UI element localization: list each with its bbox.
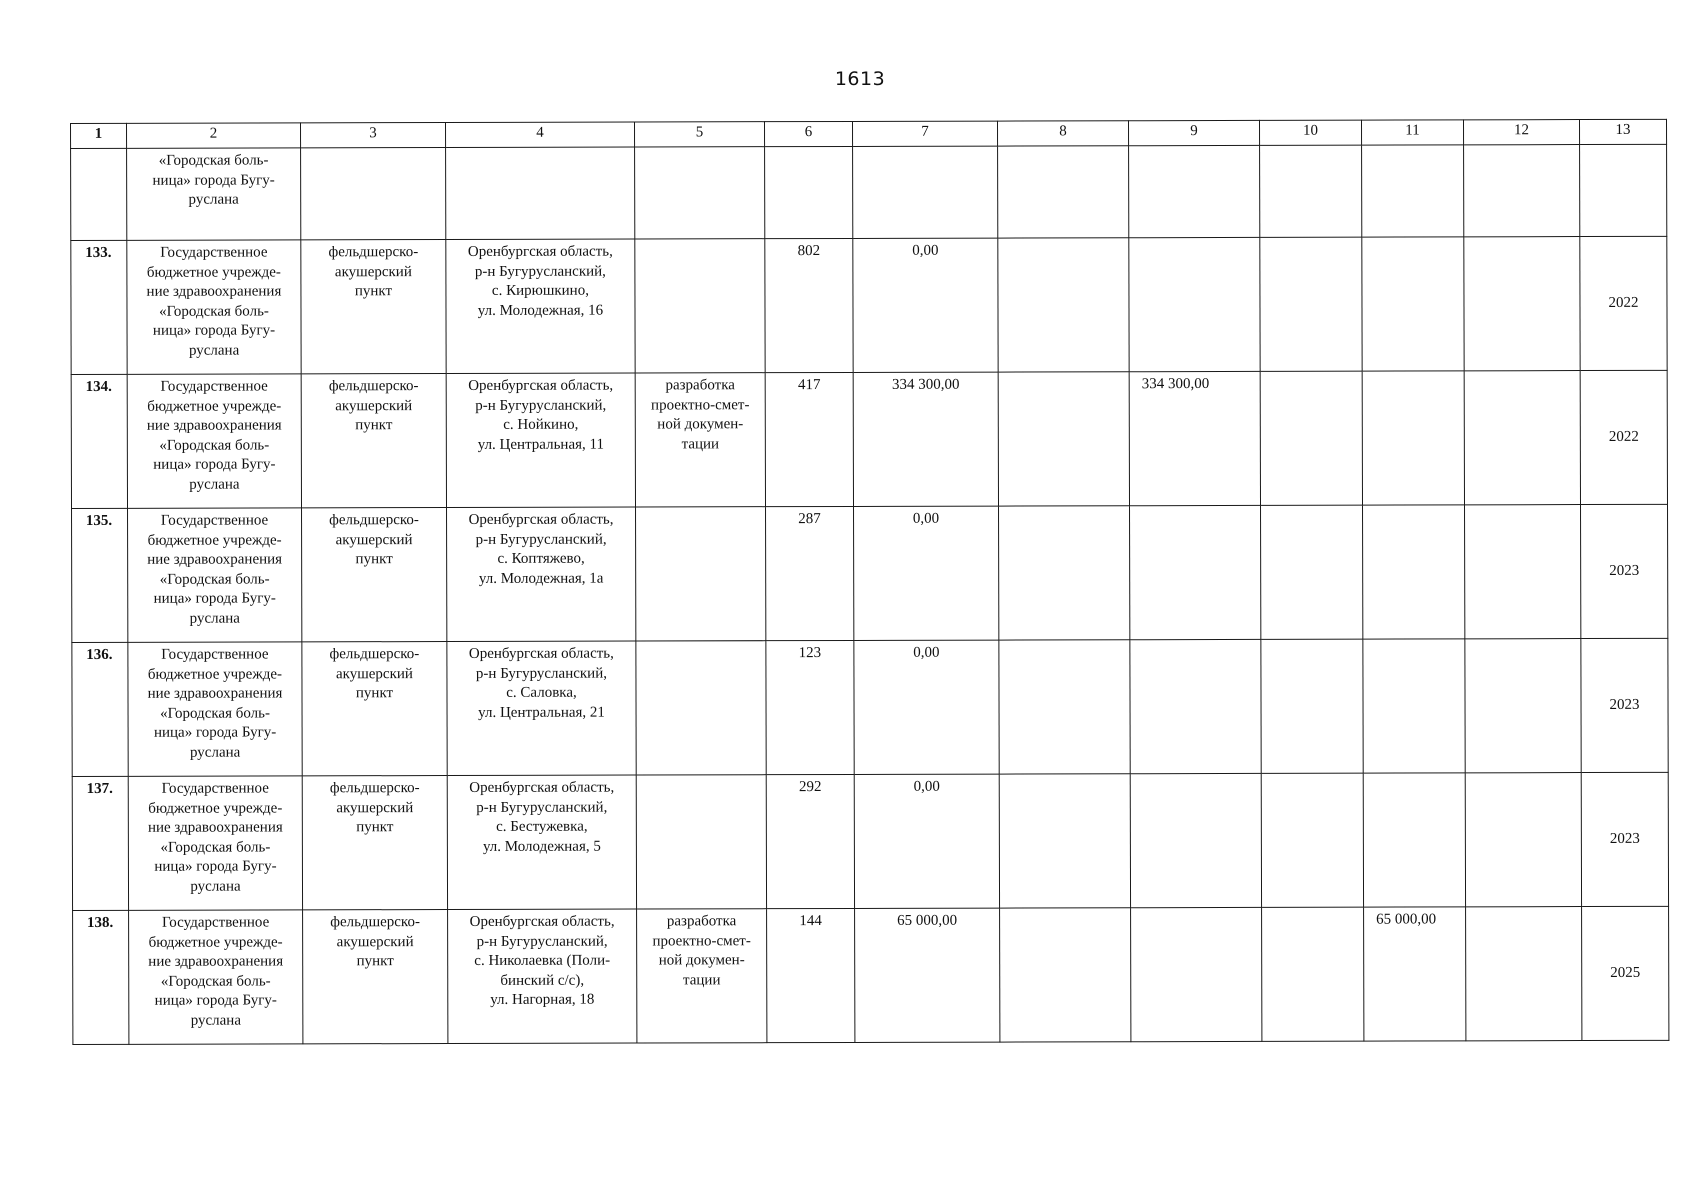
organization-line: Государственное xyxy=(161,646,269,663)
address-line: Оренбургская область, xyxy=(469,913,615,930)
year-cell: 2022 xyxy=(1580,236,1667,370)
object-line: акушерский xyxy=(336,799,414,816)
organization-line: бюджетное учрежде- xyxy=(147,397,282,415)
col11-cell xyxy=(1362,145,1464,237)
organization-line: «Городская боль- xyxy=(158,152,269,169)
col9-cell xyxy=(1131,907,1262,1041)
work-line: ной докумен- xyxy=(657,416,744,433)
col12-cell xyxy=(1465,639,1581,773)
table-row xyxy=(71,370,1667,508)
organization-line: ница» города Бугу- xyxy=(152,171,275,189)
col12-cell xyxy=(1465,773,1581,907)
organization-cell xyxy=(128,776,302,910)
object-line: акушерский xyxy=(335,665,413,682)
organization-line: руслана xyxy=(189,610,240,627)
column-header-3: 3 xyxy=(301,123,446,148)
address-cell xyxy=(446,147,635,239)
col8-cell xyxy=(999,640,1130,774)
year-cell: 2023 xyxy=(1581,504,1668,638)
continuation-row xyxy=(71,144,1667,240)
organization-line: руслана xyxy=(190,1012,242,1029)
object-line: фельдшерско- xyxy=(328,244,419,261)
col9-cell xyxy=(1129,145,1260,237)
column-header-6: 6 xyxy=(764,121,852,146)
object-line: пункт xyxy=(355,551,393,568)
address-cell xyxy=(447,507,636,641)
col7-cell: 0,00 xyxy=(854,640,999,774)
object-line: фельдшерско- xyxy=(329,646,420,663)
organization-line: «Городская боль- xyxy=(159,570,270,588)
address-line: ул. Молодежная, 5 xyxy=(482,838,601,855)
organization-line: Государственное xyxy=(161,914,270,931)
object-cell xyxy=(302,776,447,910)
table-body xyxy=(71,144,1669,1044)
organization-line: ница» города Бугу- xyxy=(153,590,276,607)
organization-line: ница» города Бугу- xyxy=(154,858,277,875)
col8-cell xyxy=(999,506,1130,640)
col6-cell: 144 xyxy=(767,908,855,1042)
col8-cell xyxy=(999,774,1130,908)
address-line: ул. Центральная, 11 xyxy=(477,436,604,453)
col9-cell xyxy=(1130,773,1261,907)
organization-line: Государственное xyxy=(160,378,268,395)
object-cell xyxy=(302,642,447,776)
col9-cell: 334 300,00 xyxy=(1129,371,1260,505)
work-line: разработка xyxy=(665,377,735,394)
organization-line: «Городская боль- xyxy=(159,436,270,454)
year-cell: 2025 xyxy=(1582,906,1669,1040)
organization-line: Государственное xyxy=(160,244,268,261)
row-number-cell: 137. xyxy=(72,776,128,910)
address-line: ул. Молодежная, 1а xyxy=(478,570,604,587)
col12-cell xyxy=(1465,505,1581,639)
col9-cell xyxy=(1129,237,1260,371)
address-line: Оренбургская область, xyxy=(467,243,613,260)
organization-line: Государственное xyxy=(160,512,269,529)
object-cell xyxy=(302,508,447,642)
object-cell xyxy=(301,148,446,240)
work-cell xyxy=(635,147,765,239)
row-number-cell: 138. xyxy=(73,910,129,1044)
col10-cell xyxy=(1261,773,1363,907)
col10-cell xyxy=(1260,371,1362,505)
work-cell xyxy=(636,775,766,909)
organization-line: ница» города Бугу- xyxy=(152,322,276,339)
address-line: р-н Бугурусланский, xyxy=(476,933,608,950)
object-cell xyxy=(301,240,446,374)
organization-line: ние здравоохранения xyxy=(147,685,283,702)
organization-line: ние здравоохранения xyxy=(147,819,283,836)
address-cell xyxy=(447,775,636,909)
col7-cell: 334 300,00 xyxy=(853,372,998,506)
work-line: ной докумен- xyxy=(658,952,745,969)
col8-cell xyxy=(998,238,1129,372)
col7-cell: 0,00 xyxy=(854,774,999,908)
col10-cell xyxy=(1262,907,1364,1041)
column-header-12: 12 xyxy=(1463,120,1579,145)
organization-line: руслана xyxy=(188,191,239,208)
object-line: акушерский xyxy=(336,933,414,950)
col7-cell xyxy=(853,146,998,238)
work-cell xyxy=(636,507,766,641)
address-line: Оренбургская область, xyxy=(469,779,615,796)
organization-line: руслана xyxy=(188,342,240,359)
organization-cell xyxy=(127,374,301,508)
address-line: р-н Бугурусланский, xyxy=(475,665,607,682)
col12-cell xyxy=(1464,371,1580,505)
column-header-11: 11 xyxy=(1361,120,1463,145)
table-row xyxy=(72,638,1668,776)
object-line: акушерский xyxy=(335,397,413,414)
col10-cell xyxy=(1260,237,1362,371)
address-line: ул. Молодежная, 16 xyxy=(477,302,604,319)
col7-cell: 0,00 xyxy=(854,506,999,640)
work-line: тации xyxy=(681,435,720,452)
col10-cell xyxy=(1261,505,1363,639)
registry-table xyxy=(70,119,1669,1045)
address-line: с. Саловка, xyxy=(506,684,577,701)
col11-cell xyxy=(1363,505,1465,639)
col7-cell: 0,00 xyxy=(853,238,998,372)
table-row xyxy=(73,906,1669,1044)
column-header-7: 7 xyxy=(852,121,997,146)
column-header-4: 4 xyxy=(446,122,635,147)
column-header-1: 1 xyxy=(71,123,127,148)
col11-cell xyxy=(1362,371,1464,505)
organization-line: ние здравоохранения xyxy=(146,283,282,300)
work-cell xyxy=(637,909,767,1043)
organization-line: бюджетное учрежде- xyxy=(146,263,281,281)
year-cell: 2022 xyxy=(1580,370,1667,504)
object-line: фельдшерско- xyxy=(328,378,419,395)
col11-cell xyxy=(1363,639,1465,773)
address-line: р-н Бугурусланский, xyxy=(475,531,607,548)
organization-line: ние здравоохранения xyxy=(146,417,282,434)
address-line: р-н Бугурусланский, xyxy=(476,799,608,816)
column-header-2: 2 xyxy=(127,123,301,148)
address-line: Оренбургская область, xyxy=(468,511,614,528)
address-line: с. Николаевка (Поли- xyxy=(474,952,611,969)
organization-cell xyxy=(129,910,303,1044)
organization-line: руслана xyxy=(190,878,241,895)
row-number-cell xyxy=(71,148,127,240)
work-cell xyxy=(635,373,765,507)
address-line: с. Коптяжево, xyxy=(497,550,585,567)
table-row xyxy=(72,772,1668,910)
organization-line: Государственное xyxy=(161,780,269,797)
row-number-cell: 136. xyxy=(72,642,128,776)
column-header-8: 8 xyxy=(997,121,1128,146)
address-line: с. Бестужевка, xyxy=(496,818,588,835)
col8-cell xyxy=(998,146,1129,238)
object-line: фельдшерско- xyxy=(329,512,419,529)
row-number-cell: 135. xyxy=(72,508,128,642)
column-header-13: 13 xyxy=(1579,119,1666,144)
work-line: проектно-смет- xyxy=(652,932,751,949)
address-cell xyxy=(448,909,637,1043)
object-line: фельдшерско- xyxy=(330,914,420,931)
organization-cell xyxy=(127,148,301,240)
organization-line: бюджетное учрежде- xyxy=(148,799,283,817)
address-line: р-н Бугурусланский, xyxy=(474,263,606,280)
col10-cell xyxy=(1260,145,1362,237)
table-row xyxy=(71,236,1667,374)
col9-cell xyxy=(1130,505,1261,639)
column-header-9: 9 xyxy=(1128,120,1259,145)
col9-cell xyxy=(1130,639,1261,773)
address-line: ул. Центральная, 21 xyxy=(478,704,605,721)
row-number-cell: 133. xyxy=(71,240,127,374)
organization-line: ница» города Бугу- xyxy=(154,992,277,1009)
col6-cell: 802 xyxy=(765,238,853,372)
organization-cell xyxy=(128,642,302,776)
address-line: с. Нойкино, xyxy=(503,416,579,433)
address-cell xyxy=(446,373,635,507)
organization-cell xyxy=(128,508,302,642)
object-cell xyxy=(303,910,448,1044)
address-line: ул. Нагорная, 18 xyxy=(490,991,595,1008)
address-line: Оренбургская область, xyxy=(468,377,614,394)
organization-line: бюджетное учрежде- xyxy=(147,531,282,549)
address-line: р-н Бугурусланский, xyxy=(475,397,607,414)
address-cell xyxy=(446,239,635,373)
col11-cell xyxy=(1363,773,1465,907)
work-line: тации xyxy=(682,971,721,988)
work-cell xyxy=(636,641,766,775)
organization-line: бюджетное учрежде- xyxy=(148,933,283,951)
work-line: проектно-смет- xyxy=(651,396,750,413)
address-cell xyxy=(447,641,636,775)
col12-cell xyxy=(1466,907,1582,1041)
organization-line: «Городская боль- xyxy=(160,972,271,990)
col11-cell xyxy=(1362,237,1464,371)
year-cell: 2023 xyxy=(1581,638,1668,772)
organization-line: бюджетное учрежде- xyxy=(147,665,282,683)
organization-line: «Городская боль- xyxy=(160,704,270,722)
col6-cell xyxy=(765,146,853,238)
col6-cell: 287 xyxy=(766,506,854,640)
row-number-cell: 134. xyxy=(71,374,127,508)
organization-line: руслана xyxy=(189,476,240,493)
organization-line: «Городская боль- xyxy=(159,302,269,320)
object-line: пункт xyxy=(356,819,394,836)
object-line: фельдшерско- xyxy=(329,780,420,797)
object-line: акушерский xyxy=(335,531,413,548)
object-cell xyxy=(301,374,446,508)
col6-cell: 417 xyxy=(765,372,853,506)
organization-line: ница» города Бугу- xyxy=(153,456,276,473)
col12-cell xyxy=(1464,145,1580,237)
table-row xyxy=(72,504,1668,642)
col11-cell: 65 000,00 xyxy=(1364,907,1466,1041)
page-number: 1613 xyxy=(834,68,886,90)
col6-cell: 292 xyxy=(766,774,854,908)
work-cell xyxy=(635,239,765,373)
work-line: разработка xyxy=(666,913,737,930)
object-line: пункт xyxy=(355,417,393,434)
col8-cell xyxy=(998,372,1129,506)
organization-line: ние здравоохранения xyxy=(148,953,284,970)
organization-line: ние здравоохранения xyxy=(147,551,283,568)
address-line: бинский с/с), xyxy=(500,972,585,989)
year-cell xyxy=(1580,144,1667,236)
year-cell: 2023 xyxy=(1581,772,1668,906)
col12-cell xyxy=(1464,237,1580,371)
organization-line: руслана xyxy=(189,744,241,761)
col7-cell: 65 000,00 xyxy=(855,908,1000,1042)
object-line: пункт xyxy=(356,953,394,970)
column-header-10: 10 xyxy=(1259,120,1361,145)
organization-line: «Городская боль- xyxy=(160,838,271,856)
organization-line: ница» города Бугу- xyxy=(153,724,277,741)
object-line: акушерский xyxy=(334,263,412,280)
column-header-5: 5 xyxy=(634,122,764,147)
object-line: пункт xyxy=(354,283,393,300)
object-line: пункт xyxy=(355,685,394,702)
col6-cell: 123 xyxy=(766,640,854,774)
organization-cell xyxy=(127,240,301,374)
col10-cell xyxy=(1261,639,1363,773)
address-line: Оренбургская область, xyxy=(468,645,614,662)
address-line: с. Кирюшкино, xyxy=(491,282,589,299)
col8-cell xyxy=(1000,908,1131,1042)
